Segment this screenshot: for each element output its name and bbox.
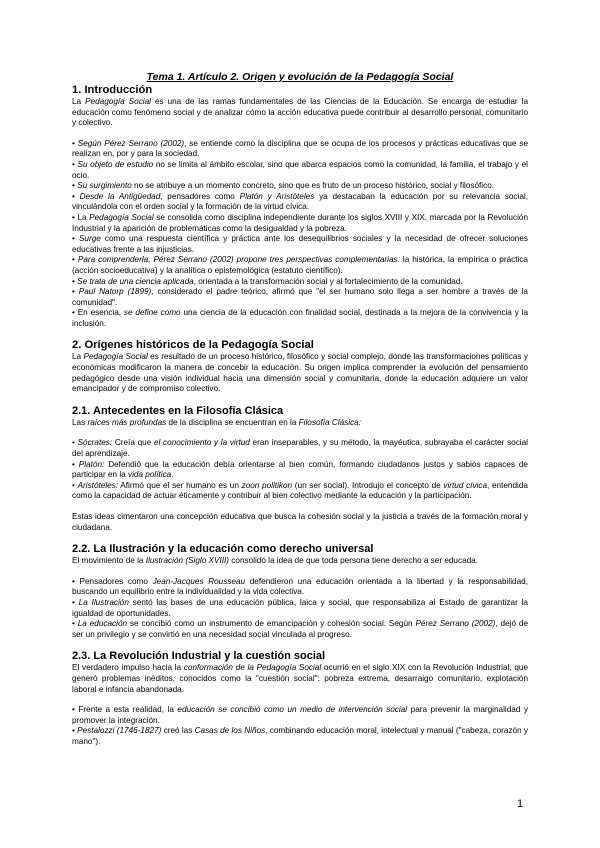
bullet-item: • La Ilustración sentó las bases de una educación pública, laica y social, que responsabiliza al Estado de garantizar la igualdad de oportunidades. <box>72 597 528 618</box>
paragraph: El movimiento de la Ilustración (Siglo XVIII) consolidó la idea de que toda persona tiene derecho a ser educada. <box>72 556 479 566</box>
document-title: Tema 1. Artículo 2. Origen y evolución de la Pedagogía Social <box>146 71 454 83</box>
document-body <box>72 71 528 748</box>
bullet-item: • Platón: Defendió que la educación debía orientarse al bien común, formando ciudadanos justos y sabios capaces de participar en la vida política. <box>72 459 528 480</box>
bullet-item: • Su surgimiento no se atribuye a un momento concreto, sino que es fruto de un proceso histórico, social y filosófico. <box>72 181 495 191</box>
paragraph: Las raíces más profundas de la disciplina se encuentran en la Filosofía Clásica: <box>72 417 362 427</box>
bullet-item: • La Pedagogía Social se consolida como disciplina independiente durante los siglos XVIII y XIX, marcada por la Revolución Industrial y la aparición de problemáticas como la desigualdad y la pobreza. <box>72 212 529 233</box>
bullet-item: • Frente a esta realidad, la educación se concibió como un medio de intervención social para prevenir la marginalidad y promover la integración. <box>72 705 528 725</box>
section-ilustracion <box>72 543 528 640</box>
bullet-item: • Pensadores como Jean-Jacques Rousseau defendieron una educación orientada a la libertad y la responsabilidad, buscando un equilibrio entre la individualidad y la vida colectiva. <box>72 576 528 597</box>
bullet-item: • Paul Natorp (1899), considerado el padre teórico, afirmó que "el ser humano solo llega a ser hombre a través de la comunidad". <box>72 287 528 307</box>
bullet-item: • Según Pérez Serrano (2002), se entiende como la disciplina que se ocupa de los procesos y prácticas educativas que se realizan en, por y para la sociedad. <box>72 138 528 159</box>
bullet-item: • Para comprenderla, Pérez Serrano (2002) propone tres perspectivas complementarias: la histórica, la empírica o práctica (acción socioeducativa) y la analítica o epistemológica (estatuto científico). <box>72 255 528 275</box>
paragraph: La Pedagogía Social es resultado de un proceso histórico, filosófico y social complejo, donde las transformaciones políticas y económicas modificaron la manera de concebir la educación. Su origen implica comprender la evolución del pensamiento pedagógico desde una visión individual hacia una dimensión social y comunitaria, donde la educación adquiere un valor emancipador y de compromiso colectivo. <box>72 352 529 394</box>
subsection-heading: 2.1. Antecedentes en la Filosofía Clásica <box>72 404 284 417</box>
paragraph: Estas ideas cimentaron una concepción educativa que busca la cohesión social y la justicia a través de la formación moral y ciudadana. <box>72 512 528 532</box>
section-introduccion <box>72 84 528 329</box>
bullet-item: • Su objeto de estudio no se limita al ámbito escolar, sino que abarca espacios como la comunidad, la familia, el trabajo y el ocio. <box>72 159 528 180</box>
subsection-heading: 2.3. La Revolución Industrial y la cuestión social <box>72 650 326 663</box>
page-number: 1 <box>517 798 524 810</box>
intro-paragraph: La Pedagogía Social es una de las ramas fundamentales de las Ciencias de la Educación. Se encarga de estudiar la educación como fenómeno social y de analizar cómo la acción educativa puede contribuir al desarrollo personal, comunitario y colectivo. <box>72 97 529 128</box>
bullet-item: • Surge como una respuesta científica y práctica ante los desequilibrios sociales y la necesidad de ofrecer soluciones educativas frente a las injusticias. <box>72 234 528 254</box>
section-heading: 1. Introducción <box>72 84 153 96</box>
section-revolucion-industrial <box>72 650 528 747</box>
bullet-item: • Aristóteles: Afirmó que el ser humano es un zoon politikon (un ser social). Introdujo el concepto de virtud cívica, entendida como la capacidad de actuar éticamente y contribuir al bien colectivo mediante la educación y la participación. <box>72 480 528 501</box>
bullet-item: • Desde la Antigüedad, pensadores como Platón y Aristóteles ya destacaban la educación por su relevancia social, vinculándola con el orden social y la formación de la virtud cívica. <box>72 191 528 212</box>
subsection-heading: 2.2. La Ilustración y la educación como derecho universal <box>72 543 374 556</box>
bullet-item: • Pestalozzi (1746-1827) creó las Casas de los Niños, combinando educación moral, intelectual y manual ("cabeza, corazón y mano"). <box>72 726 528 746</box>
paragraph: El verdadero impulso hacia la conformación de la Pedagogía Social ocurrió en el siglo XIX con la Revolución Industrial, que generó problemas inéditos, conocidos como la "cuestión social": pobreza extrema, desarraigo comunitario, explotación laboral e infancia abandonada. <box>72 663 528 694</box>
section-filosofia-clasica <box>72 405 528 533</box>
bullet-item: • Sócrates: Creía que el conocimiento y la virtud eran inseparables, y su método, la mayéutica, subrayaba el carácter social del aprendizaje. <box>72 438 528 459</box>
section-heading: 2. Orígenes históricos de la Pedagogía Social <box>72 339 314 352</box>
bullet-item: • En esencia, se define como una ciencia de la educación con finalidad social, destinada a la mejora de la convivencia y la inclusión. <box>72 308 529 328</box>
bullet-item: • La educación se concibió como un instrumento de emancipación y cohesión social. Según Pérez Serrano (2002), dejó de ser un privilegio y se convirtió en una necesidad social vinculada al progreso. <box>72 619 529 639</box>
bullet-item: • Se trata de una ciencia aplicada, orientada a la transformación social y al fortalecimiento de la comunidad. <box>72 276 463 286</box>
section-origenes <box>72 339 528 394</box>
